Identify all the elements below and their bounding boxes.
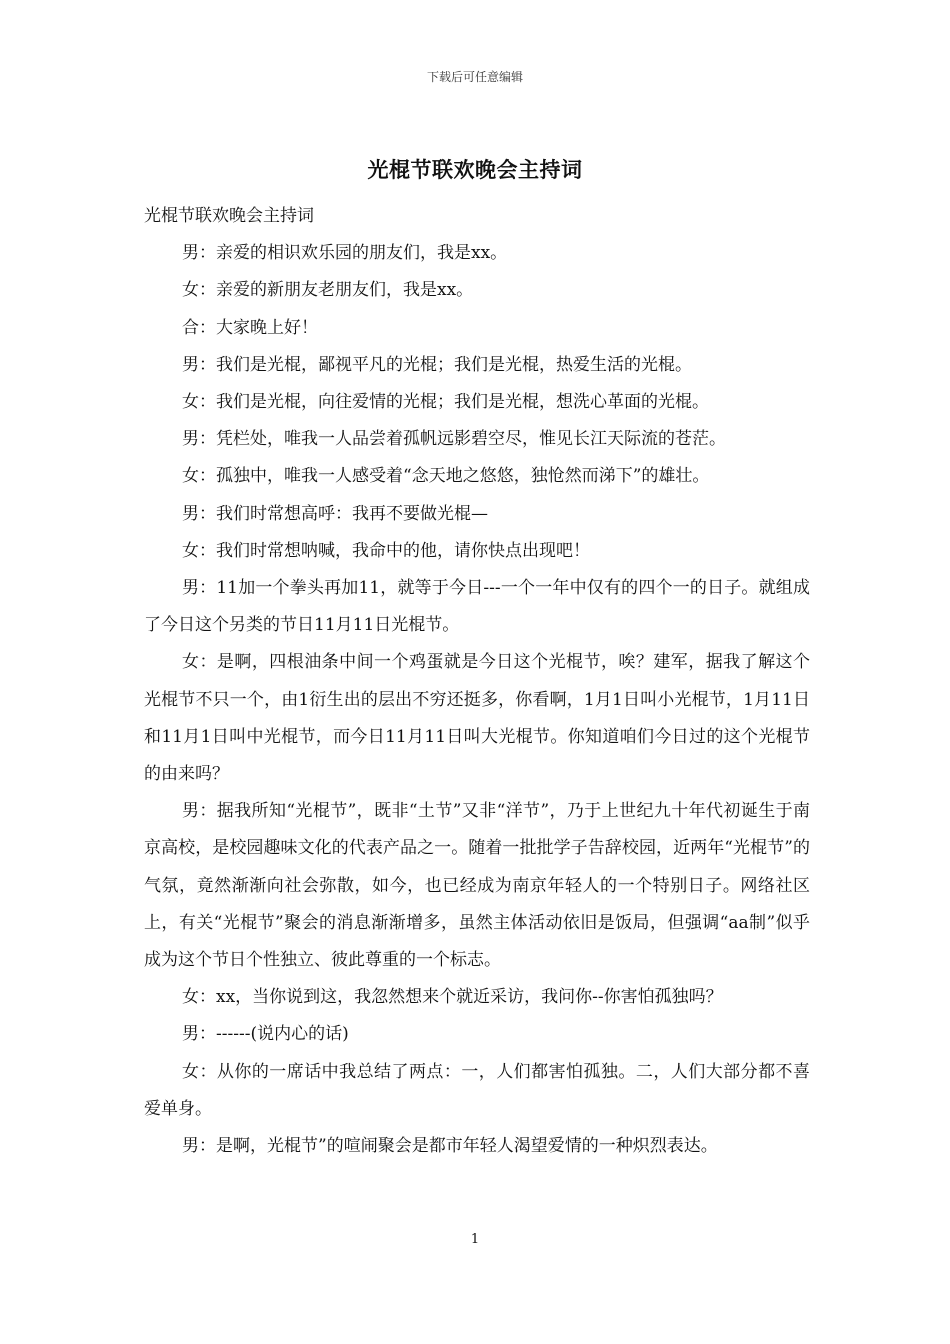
paragraph: 女：xx，当你说到这，我忽然想来个就近采访，我问你--你害怕孤独吗？ <box>182 987 723 1008</box>
paragraph: 男：11加一个拳头再加11，就等于今日---一个一年中仅有的四个一的日子。就组成了今日这个另类的节日11月11日光棍节。 <box>144 578 810 636</box>
paragraph: 男：凭栏处，唯我一人品尝着孤帆远影碧空尽，惟见长江天际流的苍茫。 <box>182 429 726 450</box>
paragraph: 男：------(说内心的话) <box>182 1024 349 1045</box>
paragraph: 男：是啊，光棍节”的喧闹聚会是都市年轻人渴望爱情的一种炽烈表达。 <box>182 1136 718 1157</box>
header-note: 下载后可任意编辑 <box>426 70 523 84</box>
paragraph: 女：从你的一席话中我总结了两点：一，人们都害怕孤独。二，人们大部分都不喜爱单身。 <box>144 1061 810 1119</box>
paragraph: 男：我们时常想高呼：我再不要做光棍— <box>182 503 488 524</box>
paragraph: 男：我们是光棍，鄙视平凡的光棍；我们是光棍，热爱生活的光棍。 <box>182 354 692 375</box>
paragraph: 女：是啊，四根油条中间一个鸡蛋就是今日这个光棍节，唉？建军，据我了解这个光棍节不只一个，由1衍生出的层出不穷还挺多，你看啊，1月1日叫小光棍节，1月11日和11月1日叫中光棍节，而今日11月11日叫大光棍节。你知道咱们今日过的这个光棍节的由来吗？ <box>144 652 810 785</box>
document-title: 光棍节联欢晚会主持词 <box>367 157 583 182</box>
paragraph: 女：孤独中，唯我一人感受着“念天地之悠悠，独怆然而涕下”的雄壮。 <box>182 466 710 487</box>
paragraph: 女：我们时常想呐喊，我命中的他，请你快点出现吧！ <box>182 540 590 561</box>
paragraph: 男：据我所知“光棍节”，既非“土节”又非“洋节”，乃于上世纪九十年代初诞生于南京高校，是校园趣味文化的代表产品之一。随着一批批学子告辞校园，近两年“光棍节”的气氛，竟然渐渐向社会弥散，如今，也已经成为南京年轻人的一个特别日子。网络社区上，有关“光棍节”聚会的消息渐渐增多，虽然主体活动依旧是饭局，但强调“aa制”似乎成为这个节日个性独立、彼此尊重的一个标志。 <box>144 801 810 971</box>
paragraph: 女：我们是光棍，向往爱情的光棍；我们是光棍，想洗心革面的光棍。 <box>182 392 709 413</box>
paragraph: 女：亲爱的新朋友老朋友们，我是xx。 <box>182 280 474 301</box>
paragraph: 男：亲爱的相识欢乐园的朋友们，我是xx。 <box>182 243 508 264</box>
document-body <box>144 198 810 1165</box>
subtitle-line: 光棍节联欢晚会主持词 <box>144 206 314 226</box>
page-number: 1 <box>470 1232 480 1247</box>
paragraph: 合：大家晚上好！ <box>182 317 318 338</box>
